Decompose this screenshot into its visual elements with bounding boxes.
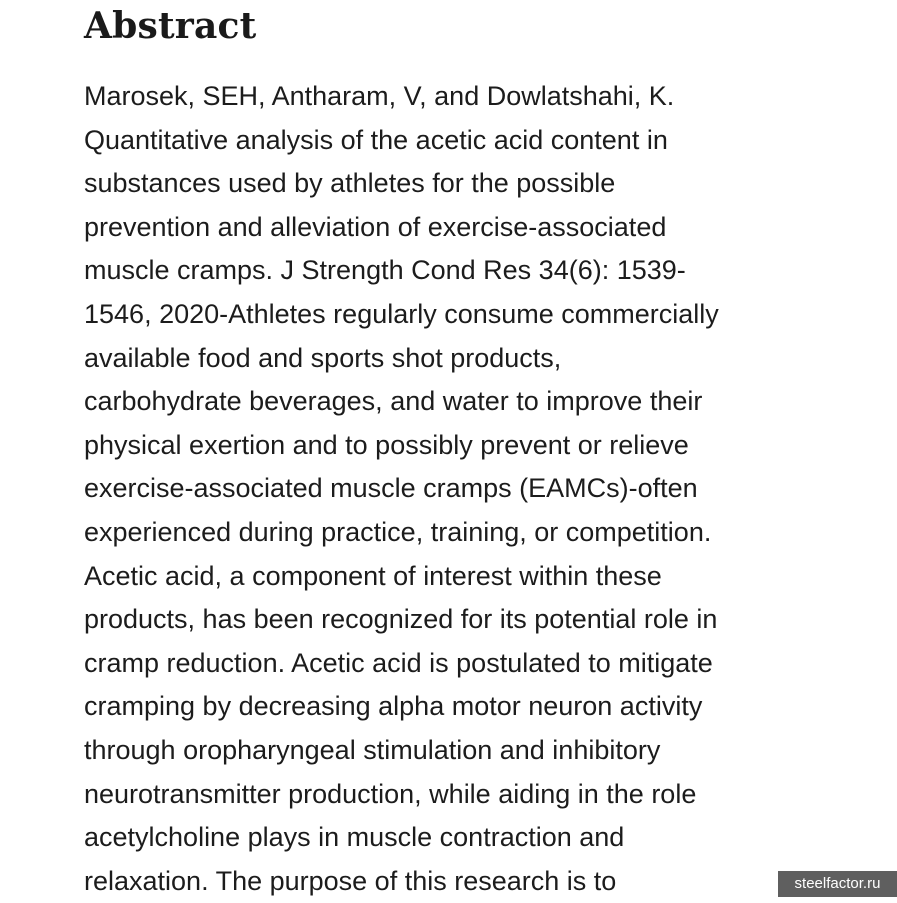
abstract-line: muscle cramps. J Strength Cond Res 34(6): 1539- xyxy=(84,255,686,286)
abstract-line: cramping by decreasing alpha motor neuron activity xyxy=(84,691,703,722)
abstract-line: physical exertion and to possibly prevent or relieve xyxy=(84,429,689,460)
abstract-line: prevention and alleviation of exercise-associated xyxy=(84,211,667,242)
abstract-line: neurotransmitter production, while aiding in the role xyxy=(84,778,697,809)
abstract-line: Marosek, SEH, Antharam, V, and Dowlatshahi, K. xyxy=(84,81,675,111)
abstract-line: experienced during practice, training, or competition. xyxy=(84,516,712,547)
abstract-paragraph xyxy=(84,75,804,903)
abstract-line: carbohydrate beverages, and water to improve their xyxy=(84,386,703,417)
abstract-line: relaxation. The purpose of this research is to xyxy=(84,865,617,896)
abstract-line: substances used by athletes for the possible xyxy=(84,168,616,199)
abstract-line: 1546, 2020-Athletes regularly consume commercially xyxy=(84,298,719,329)
abstract-line: through oropharyngeal stimulation and inhibitory xyxy=(84,734,661,765)
abstract-line: Quantitative analysis of the acetic acid content in xyxy=(84,124,668,155)
abstract-line: acetylcholine plays in muscle contraction and xyxy=(84,822,625,853)
section-heading: Abstract xyxy=(84,5,257,47)
site-watermark: steelfactor.ru xyxy=(778,871,897,897)
abstract-line: available food and sports shot products, xyxy=(84,342,562,373)
abstract-line: Acetic acid, a component of interest within these xyxy=(84,560,662,591)
abstract-line: exercise-associated muscle cramps (EAMCs)-often xyxy=(84,473,698,504)
abstract-line: cramp reduction. Acetic acid is postulated to mitigate xyxy=(84,647,713,678)
abstract-line: products, has been recognized for its potential role in xyxy=(84,604,718,635)
